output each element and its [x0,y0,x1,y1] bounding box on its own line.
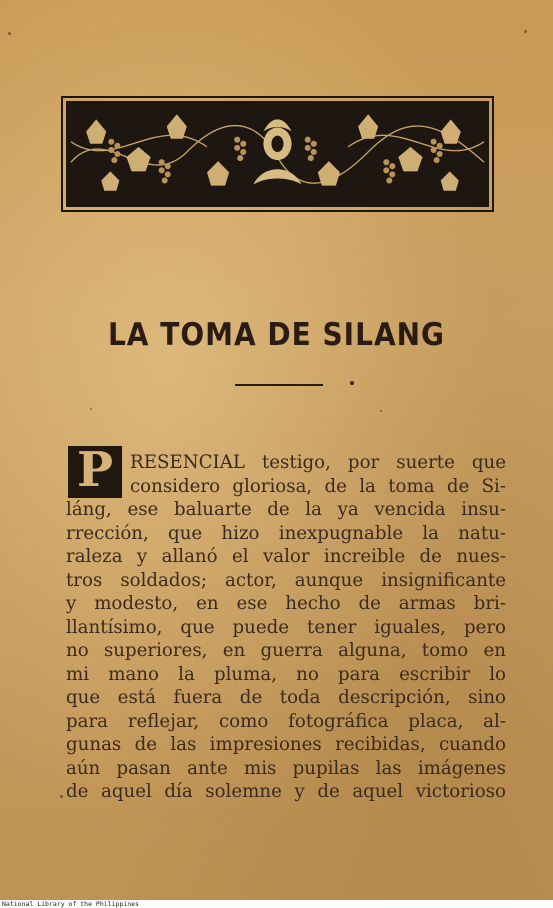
text-line: y modesto, en ese hecho de armas bri- [66,593,506,614]
paper-speck [380,410,382,412]
text-line: mi mano la pluma, no para escribir lo [66,663,506,685]
paper-speck [90,408,92,410]
text-line: que está fuera de toda descripción, sino [66,687,506,708]
text-line: gunas de las impresiones recibidas, cuando [66,734,506,755]
text-line: para reflejar, como fotográfica placa, al- [66,710,506,732]
paper-speck [524,30,527,33]
text-line: tros soldados; actor, aunque insignificante [66,569,506,591]
title-rule [235,384,323,386]
library-credit: National Library of the Philippines [2,900,139,908]
text-line: rrección, que hizo inexpugnable la natu- [66,522,506,544]
text-line: aún pasan ante mis pupilas las imágenes [66,757,506,779]
paper-speck [8,32,11,35]
dropcap-letter: P [76,442,114,498]
text-line: raleza y allanó el valor increible de nues- [66,546,506,567]
chapter-title: LA TOMA DE SILANG [107,316,446,353]
grapevine-ornament-icon [61,96,494,212]
text-line: llantísimo, que puede tener iguales, pero [66,616,506,638]
ink-speck [350,381,354,385]
text-line: no superiores, en guerra alguna, tomo en [66,640,506,661]
text-line: considero gloriosa, de la toma de Si- [130,475,506,497]
paragraph [66,451,506,804]
text-line: láng, ese baluarte de la ya vencida insu- [66,499,506,520]
text-line: de aquel día solemne y de aquel victorioso [66,781,506,802]
paper-speck [60,795,63,798]
text-line: RESENCIAL testigo, por suerte que [130,452,506,473]
